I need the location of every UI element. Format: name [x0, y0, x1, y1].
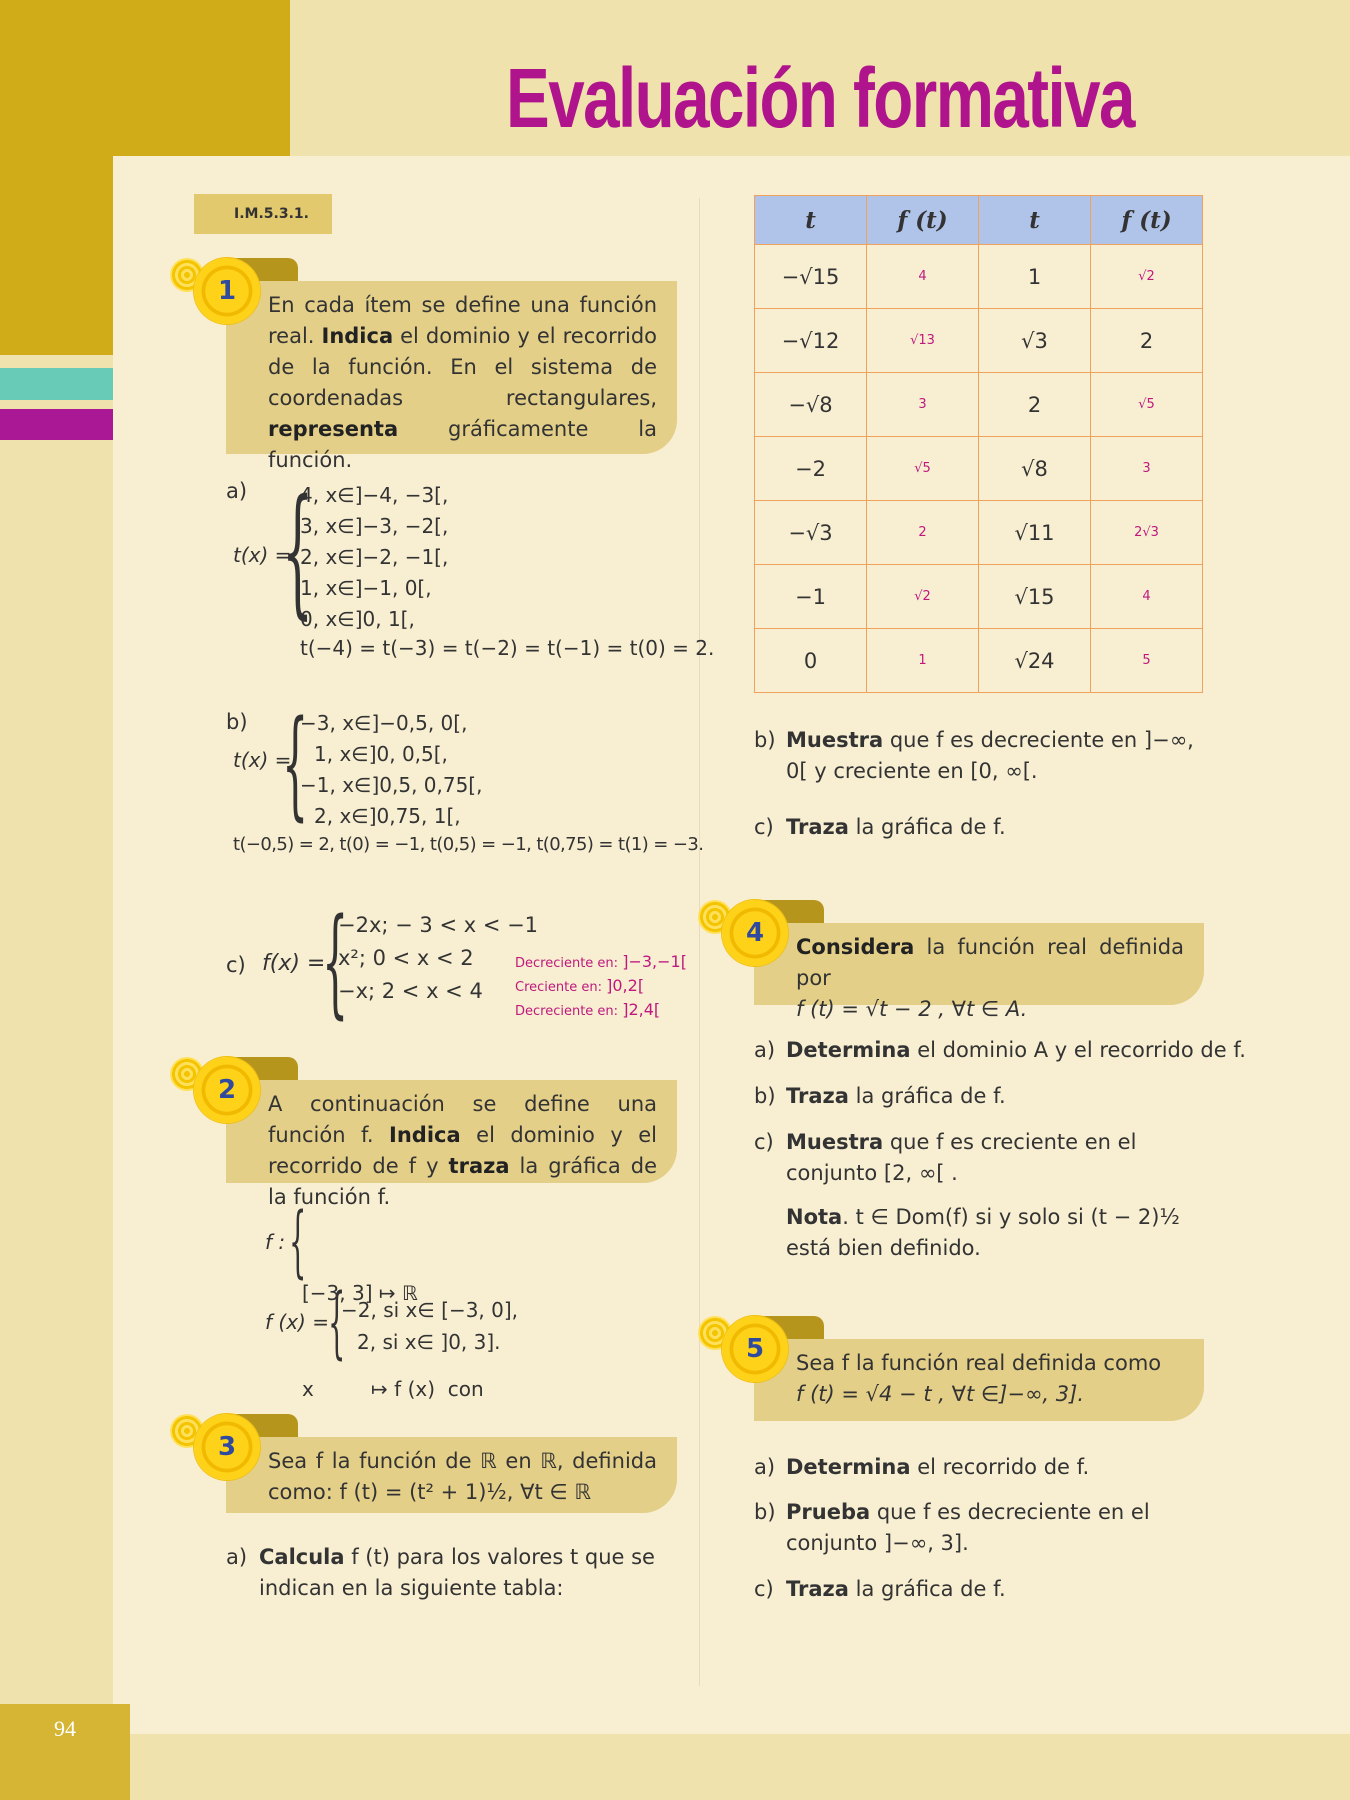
case: −2, si x∈ [−3, 0], — [341, 1298, 519, 1322]
exercise-2-badge: 2 — [194, 1057, 260, 1123]
map-line: x ↦ f (x) con — [302, 1377, 484, 1401]
left-brace: { — [282, 470, 314, 633]
t-lhs: t(x) = — [233, 748, 292, 772]
case: 0, x∈]0, 1[, — [300, 607, 415, 631]
piecewise-cases-c — [338, 909, 538, 1008]
case: −x; 2 < x < 4 — [338, 979, 483, 1003]
exercise-3b-text: Muestra que f es decreciente en ]−∞, 0[ y creciente en [0, ∞[. — [786, 728, 1194, 783]
table-row — [755, 629, 1203, 693]
case: 2, si x∈ ]0, 3]. — [357, 1330, 501, 1354]
values-table — [754, 195, 1203, 693]
t-cell: 2 — [979, 373, 1091, 437]
case: −1, x∈]0,5, 0,75[, — [300, 773, 483, 797]
header-cell: f (t) — [1091, 196, 1203, 245]
case: 2, x∈]0,75, 1[, — [314, 804, 461, 828]
item-a-label: a) — [226, 479, 248, 503]
table-row — [755, 501, 1203, 565]
exercise-4-badge: 4 — [722, 900, 788, 966]
item-c-label: c) — [754, 815, 774, 839]
exercise-4a-text: Determina el dominio A y el recorrido de f. — [786, 1038, 1246, 1062]
answer-cell: 5 — [1091, 629, 1203, 693]
t-cell: −1 — [755, 565, 867, 629]
header-cell: t — [979, 196, 1091, 245]
monotony-answers — [515, 951, 687, 1023]
item-a-label: a) — [754, 1038, 776, 1062]
t-cell: −√3 — [755, 501, 867, 565]
table-row — [755, 309, 1203, 373]
answer-cell: 4 — [1091, 565, 1203, 629]
answer-cell: √5 — [867, 437, 979, 501]
answer-cell: 2√3 — [1091, 501, 1203, 565]
item-b-label: b) — [226, 710, 248, 734]
t-lhs: t(x) = — [233, 543, 292, 567]
exercise-1-badge: 1 — [194, 258, 260, 324]
t-cell: −√8 — [755, 373, 867, 437]
answer-cell: √2 — [867, 565, 979, 629]
item-a-label: a) — [754, 1455, 776, 1479]
exercise-4b-text: Traza la gráfica de f. — [786, 1084, 1006, 1108]
case: −3, x∈]−0,5, 0[, — [300, 711, 468, 735]
case: x²; 0 < x < 2 — [338, 946, 474, 970]
page-title: Evaluación formativa — [506, 51, 1134, 145]
exercise-3a-text: Calcula f (t) para los valores t que se indican en la siguiente tabla: — [259, 1545, 655, 1600]
case: 2, x∈]−2, −1[, — [300, 545, 449, 569]
exercise-5a-text: Determina el recorrido de f. — [786, 1455, 1090, 1479]
answer-cell: √5 — [1091, 373, 1203, 437]
map-lhs: f : — [265, 1230, 286, 1254]
left-brace: { — [328, 1278, 346, 1368]
exercise-4-prompt: Considera la función real definida por f (t) = √t − 2 , ∀t ∈ A. — [754, 923, 1204, 1005]
exercise-3c-text: Traza la gráfica de f. — [786, 815, 1006, 839]
exercise-5c-text: Traza la gráfica de f. — [786, 1577, 1006, 1601]
t-cell: √15 — [979, 565, 1091, 629]
table-header-row — [755, 196, 1203, 245]
exercise-4c-text: Muestra que f es creciente en el conjunto [2, ∞[ . — [786, 1130, 1137, 1185]
table-row — [755, 245, 1203, 309]
f-lhs: f(x) = — [262, 951, 326, 976]
answer-cell: 4 — [867, 245, 979, 309]
t-cell: 2 — [1091, 309, 1203, 373]
exercise-5-prompt: Sea f la función real definida como f (t) = √4 − t , ∀t ∈]−∞, 3]. — [754, 1339, 1204, 1421]
footer-strip — [0, 1734, 1350, 1800]
exercise-3-badge: 3 — [194, 1414, 260, 1480]
answer-cell: √13 — [867, 309, 979, 373]
left-brace: { — [282, 694, 309, 832]
answer-row: Creciente en: ]0,2[ — [515, 976, 645, 995]
exercise-2-prompt: A continuación se define una función f. Indica el dominio y el recorrido de f y traza la gráfica de la función f. — [226, 1080, 677, 1183]
exercise-5b-text: Prueba que f es decreciente en el conjunto ]−∞, 3]. — [786, 1500, 1150, 1555]
t-cell: −√15 — [755, 245, 867, 309]
header-cell: f (t) — [867, 196, 979, 245]
t-cell: √3 — [979, 309, 1091, 373]
answer-row: Decreciente en: ]−3,−1[ — [515, 952, 687, 971]
t-cell: √8 — [979, 437, 1091, 501]
header-cell: t — [755, 196, 867, 245]
case: 3, x∈]−3, −2[, — [300, 514, 449, 538]
answer-cell: 3 — [867, 373, 979, 437]
case: 1, x∈]−1, 0[, — [300, 576, 432, 600]
item-b-label: b) — [754, 1500, 776, 1524]
map-line: [−3, 3] ↦ ℝ — [302, 1281, 418, 1305]
magenta-side-bar — [0, 409, 113, 440]
t-cell: √11 — [979, 501, 1091, 565]
answer-row: Decreciente en: ]2,4[ — [515, 1000, 661, 1019]
table-row — [755, 437, 1203, 501]
t-cell: 0 — [755, 629, 867, 693]
item-a-note: t(−4) = t(−3) = t(−2) = t(−1) = t(0) = 2. — [300, 636, 715, 660]
table-row — [755, 373, 1203, 437]
page-number: 94 — [54, 1716, 76, 1741]
case: −2x; − 3 < x < −1 — [338, 913, 539, 937]
piecewise-cases-b — [300, 708, 482, 832]
exercise-3-prompt: Sea f la función de ℝ en ℝ, definida como: f (t) = (t² + 1)½, ∀t ∈ ℝ — [226, 1437, 677, 1513]
answer-cell: √2 — [1091, 245, 1203, 309]
exercise-5-badge: 5 — [722, 1316, 788, 1382]
item-b-label: b) — [754, 728, 776, 752]
answer-cell: 3 — [1091, 437, 1203, 501]
item-c-label: c) — [754, 1130, 774, 1154]
item-a-label: a) — [226, 1545, 248, 1569]
item-b-label: b) — [754, 1084, 776, 1108]
curriculum-code-tag: I.M.5.3.1. — [194, 194, 332, 234]
answer-cell: 1 — [867, 629, 979, 693]
t-cell: −2 — [755, 437, 867, 501]
answer-cell: 2 — [867, 501, 979, 565]
f-def-cases — [341, 1294, 518, 1358]
f-def-lhs: f (x) = — [265, 1310, 329, 1334]
piecewise-cases-a — [300, 480, 448, 635]
left-brace: { — [322, 892, 349, 1030]
left-brace: { — [289, 1197, 307, 1287]
exercise-1-prompt: En cada ítem se define una función real. Indica el dominio y el recorrido de la función. En el sistema de coordenadas rectangulares, representa gráficamente la función. — [226, 281, 677, 454]
t-cell: √24 — [979, 629, 1091, 693]
t-cell: 1 — [979, 245, 1091, 309]
case: 1, x∈]0, 0,5[, — [314, 742, 448, 766]
teal-side-bar — [0, 368, 113, 400]
item-b-note: t(−0,5) = 2, t(0) = −1, t(0,5) = −1, t(0,75) = t(1) = −3. — [233, 834, 704, 855]
t-cell: −√12 — [755, 309, 867, 373]
exercise-4-note: Nota. t ∈ Dom(f) si y solo si (t − 2)½ está bien definido. — [786, 1205, 1180, 1260]
item-c-label: c) — [226, 953, 246, 977]
table-row — [755, 565, 1203, 629]
column-divider — [699, 198, 700, 1686]
case: 4, x∈]−4, −3[, — [300, 483, 449, 507]
item-c-label: c) — [754, 1577, 774, 1601]
